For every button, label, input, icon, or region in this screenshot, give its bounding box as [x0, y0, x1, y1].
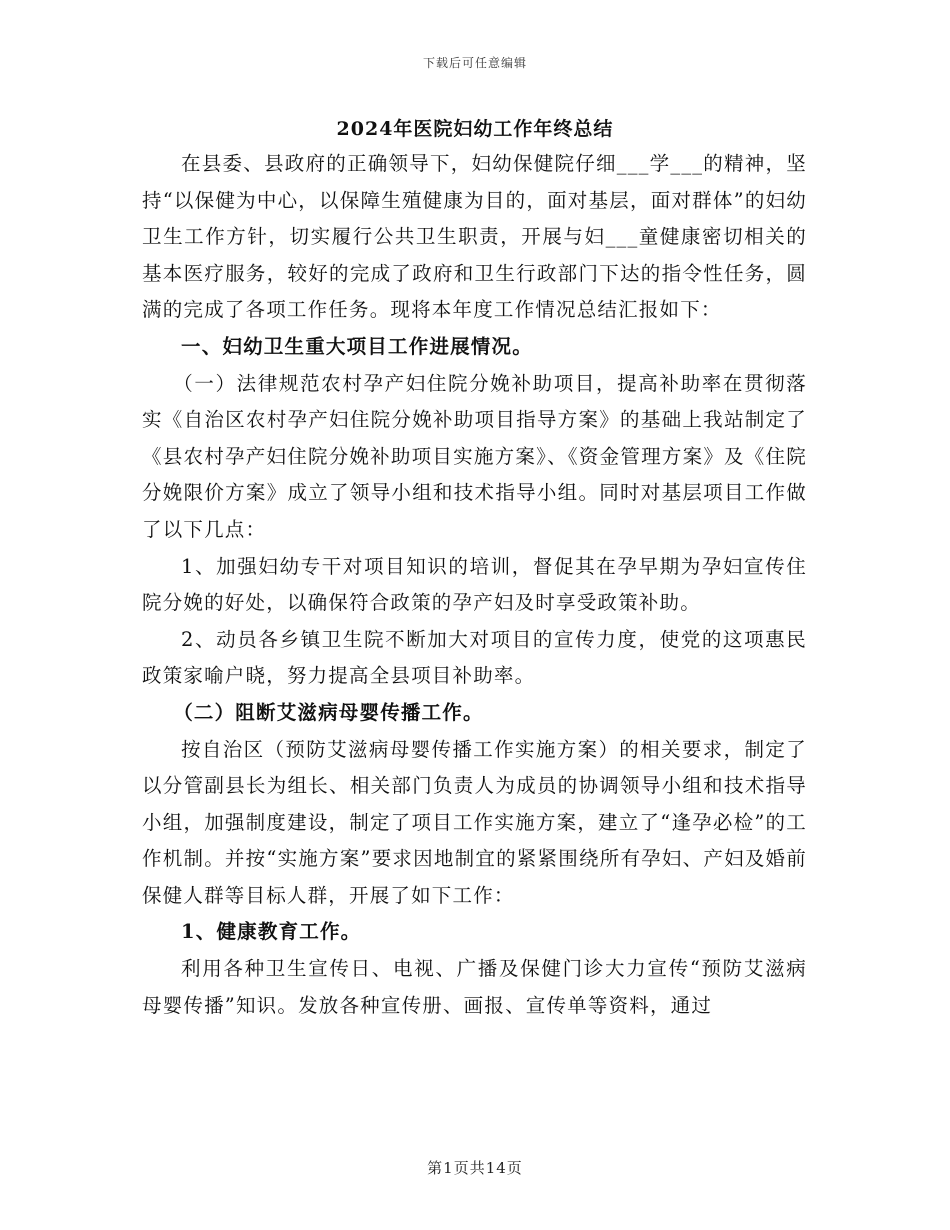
subsection-paragraph-1: （一）法律规范农村孕产妇住院分娩补助项目，提高补助率在贯彻落实《自治区农村孕产妇住院分娩补助项目指导方案》的基础上我站制定了《县农村孕产妇住院分娩补助项目实施方案》、《资金管理方案》及《住院分娩限价方案》成立了领导小组和技术指导小组。同时对基层项目工作做了以下几点：	[142, 371, 807, 541]
list-item-1: 1、加强妇幼专干对项目知识的培训，督促其在孕早期为孕妇宣传住院分娩的好处，以确保符合政策的孕产妇及时享受政策补助。	[142, 554, 807, 615]
document-body	[142, 146, 807, 1024]
list-item-2: 2、动员各乡镇卫生院不断加大对项目的宣传力度，使党的这项惠民政策家喻户晓，努力提高全县项目补助率。	[142, 627, 807, 688]
page-footer: 第1页共14页	[427, 1159, 523, 1177]
page-title: 2024年医院妇幼工作年终总结	[336, 118, 614, 140]
header-note: 下载后可任意编辑	[422, 56, 527, 70]
subsection-paragraph-2: 按自治区（预防艾滋病母婴传播工作实施方案）的相关要求，制定了以分管副县长为组长、相关部门负责人为成员的协调领导小组和技术指导小组，加强制度建设，制定了项目工作实施方案，建立了“逢孕必检”的工作机制。并按“实施方案”要求因地制宜的紧紧围绕所有孕妇、产妇及婚前保健人群等目标人群，开展了如下工作：	[142, 737, 807, 907]
item-paragraph-1: 利用各种卫生宣传日、电视、广播及保健门诊大力宣传“预防艾滋病母婴传播”知识。发放各种宣传册、画报、宣传单等资料，通过	[142, 957, 807, 1017]
section-heading-1: 一、妇幼卫生重大项目工作进展情况。	[181, 334, 533, 358]
subsection-heading-2: （二）阻断艾滋病母婴传播工作。	[173, 700, 484, 724]
intro-paragraph: 在县委、县政府的正确领导下，妇幼保健院仔细___学___的精神，坚持“以保健为中心，以保障生殖健康为目的，面对基层，面对群体”的妇幼卫生工作方针，切实履行公共卫生职责，开展与妇___童健康密切相关的基本医疗服务，较好的完成了政府和卫生行政部门下达的指令性任务，圆满的完成了各项工作任务。现将本年度工作情况总结汇报如下：	[142, 152, 807, 322]
item-heading-1: 1、健康教育工作。	[181, 920, 362, 944]
